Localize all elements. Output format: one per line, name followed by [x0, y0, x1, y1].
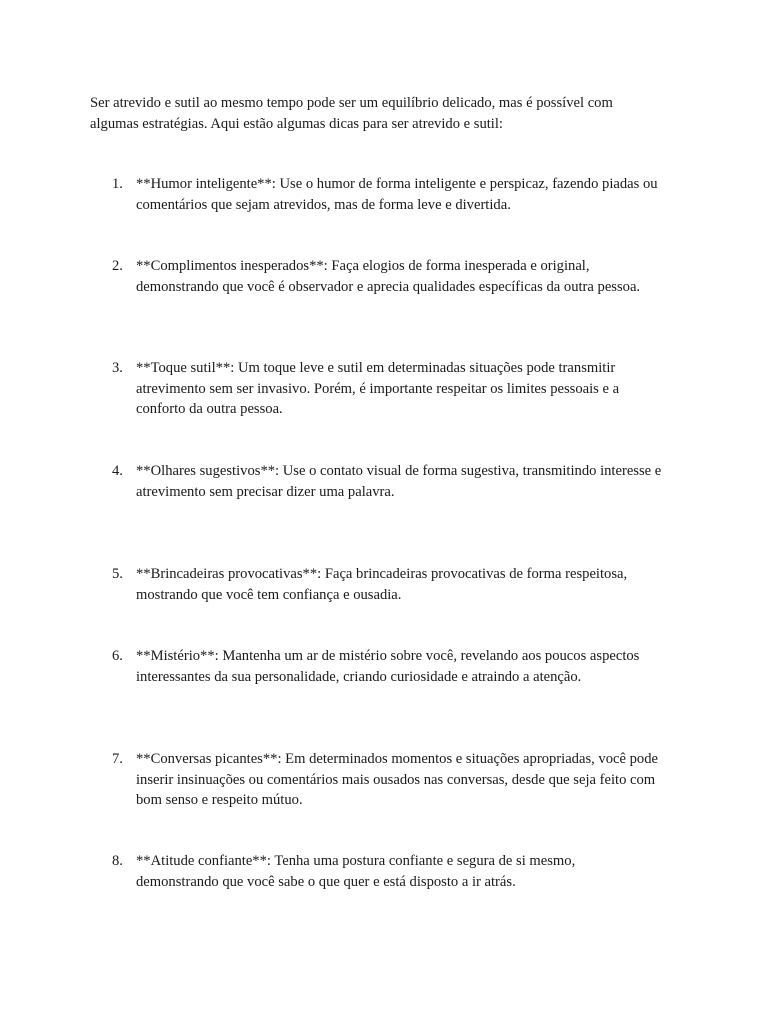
list-item-line: **Mistério**: Mantenha um ar de mistério sobre você, revelando aos poucos aspectos — [136, 648, 640, 664]
intro-paragraph — [90, 93, 690, 134]
list-item-number: 7. — [112, 751, 123, 767]
list-item-text — [136, 358, 716, 420]
list-item-line: comentários que sejam atrevidos, mas de forma leve e divertida. — [136, 196, 511, 213]
list-item-text — [136, 749, 716, 811]
list-item-text — [136, 256, 716, 297]
list-item-number: 8. — [112, 853, 123, 869]
list-item-line: mostrando que você tem confiança e ousadia. — [136, 586, 402, 603]
list-item-line: inserir insinuações ou comentários mais ousados nas conversas, desde que seja feito com — [136, 771, 656, 788]
list-item-number: 5. — [112, 566, 123, 582]
list-item-line: interessantes da sua personalidade, criando curiosidade e atraindo a atenção. — [136, 668, 582, 685]
list-item-line: atrevimento sem ser invasivo. Porém, é importante respeitar os limites pessoais e a — [136, 380, 620, 397]
list-item-number: 2. — [112, 258, 123, 274]
list-item-text — [136, 646, 716, 687]
list-item-line: **Brincadeiras provocativas**: Faça brincadeiras provocativas de forma respeitosa, — [136, 566, 628, 582]
list-item-line: demonstrando que você sabe o que quer e está disposto a ir atrás. — [136, 873, 516, 890]
list-item-line: **Toque sutil**: Um toque leve e sutil em determinadas situações pode transmitir — [136, 360, 616, 376]
intro-line: algumas estratégias. Aqui estão algumas dicas para ser atrevido e sutil: — [90, 115, 503, 132]
list-item-number: 6. — [112, 648, 123, 664]
list-item-text — [136, 461, 716, 502]
list-item-line: **Complimentos inesperados**: Faça elogios de forma inesperada e original, — [136, 258, 590, 274]
list-item-line: **Olhares sugestivos**: Use o contato visual de forma sugestiva, transmitindo interesse e — [136, 463, 662, 479]
list-item-line: conforto da outra pessoa. — [136, 401, 283, 417]
list-item-line: bom senso e respeito mútuo. — [136, 792, 303, 808]
list-item-text — [136, 851, 716, 892]
list-item-line: demonstrando que você é observador e aprecia qualidades específicas da outra pessoa. — [136, 278, 641, 295]
list-item-line: **Conversas picantes**: Em determinados momentos e situações apropriadas, você pode — [136, 751, 658, 767]
list-item-line: **Humor inteligente**: Use o humor de forma inteligente e perspicaz, fazendo piadas ou — [136, 176, 658, 192]
list-item-line: atrevimento sem precisar dizer uma palavra. — [136, 483, 395, 500]
intro-line: Ser atrevido e sutil ao mesmo tempo pode ser um equilíbrio delicado, mas é possível com — [90, 95, 613, 111]
list-item-text — [136, 174, 716, 215]
list-item-number: 3. — [112, 360, 123, 376]
list-item-text — [136, 564, 716, 605]
list-item-line: **Atitude confiante**: Tenha uma postura confiante e segura de si mesmo, — [136, 853, 576, 869]
list-item-number: 1. — [112, 176, 123, 192]
list-item-number: 4. — [112, 463, 123, 479]
